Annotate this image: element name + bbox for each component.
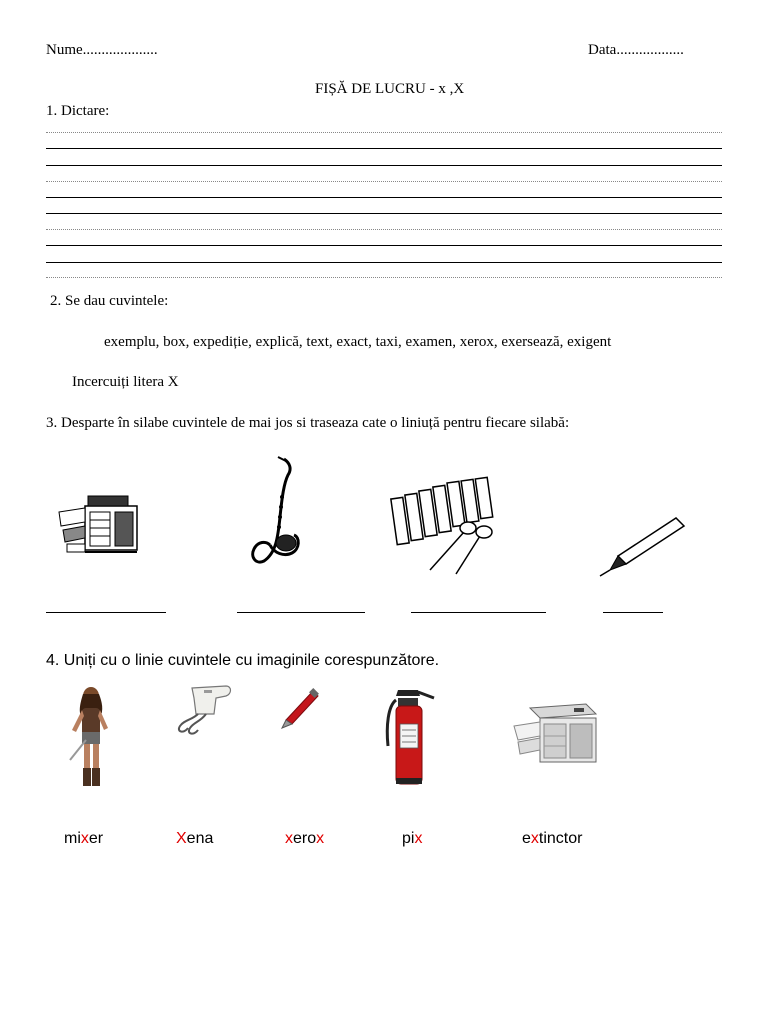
word-xerox: xerox — [285, 830, 325, 847]
pen-icon — [278, 686, 322, 730]
dotted-line — [46, 277, 722, 278]
fire-extinguisher-icon — [384, 686, 438, 786]
mixer-icon — [170, 684, 234, 736]
word-mixer: mixer — [64, 830, 104, 847]
name-field: Nume.................... — [46, 42, 158, 58]
ex2-heading: 2. Se dau cuvintele: — [50, 293, 169, 309]
solid-line — [46, 245, 722, 246]
ex4-heading — [46, 652, 439, 670]
answer-line — [237, 612, 365, 613]
solid-line — [46, 262, 722, 263]
ex2-word-list: exemplu, box, expediție, explică, text, exact, taxi, examen, xerox, exersează, exigent — [104, 334, 612, 350]
page-title: FIȘĂ DE LUCRU - x ,X — [315, 81, 465, 97]
dotted-line — [46, 132, 722, 133]
solid-line — [46, 148, 722, 149]
date-field: Data.................. — [588, 42, 684, 58]
answer-line — [46, 612, 166, 613]
pen-icon — [596, 512, 688, 578]
solid-line — [46, 213, 722, 214]
solid-line — [46, 165, 722, 166]
word-extinctor: extinctor — [522, 830, 583, 847]
saxophone-icon — [248, 457, 304, 573]
solid-line — [46, 197, 722, 198]
dotted-line — [46, 229, 722, 230]
word-pix: pix — [402, 830, 423, 847]
answer-line — [603, 612, 663, 613]
ex1-heading: 1. Dictare: — [46, 103, 110, 119]
copier-icon — [55, 492, 145, 560]
copier-icon — [510, 700, 604, 766]
ex3-heading: 3. Desparte în silabe cuvintele de mai jos si traseaza cate o liniuță pentru fiecare silabă: — [46, 415, 570, 431]
ex2-instruction: Incercuiți litera X — [72, 374, 179, 390]
warrior-icon — [66, 684, 116, 792]
answer-line — [411, 612, 546, 613]
dotted-line — [46, 181, 722, 182]
ex4-heading-number: 4 — [46, 652, 55, 669]
xylophone-icon — [390, 476, 504, 576]
ex4-heading-text: . Uniți cu o linie cuvintele cu imaginile corespunzătore. — [54, 652, 440, 669]
word-xena: Xena — [176, 830, 214, 847]
